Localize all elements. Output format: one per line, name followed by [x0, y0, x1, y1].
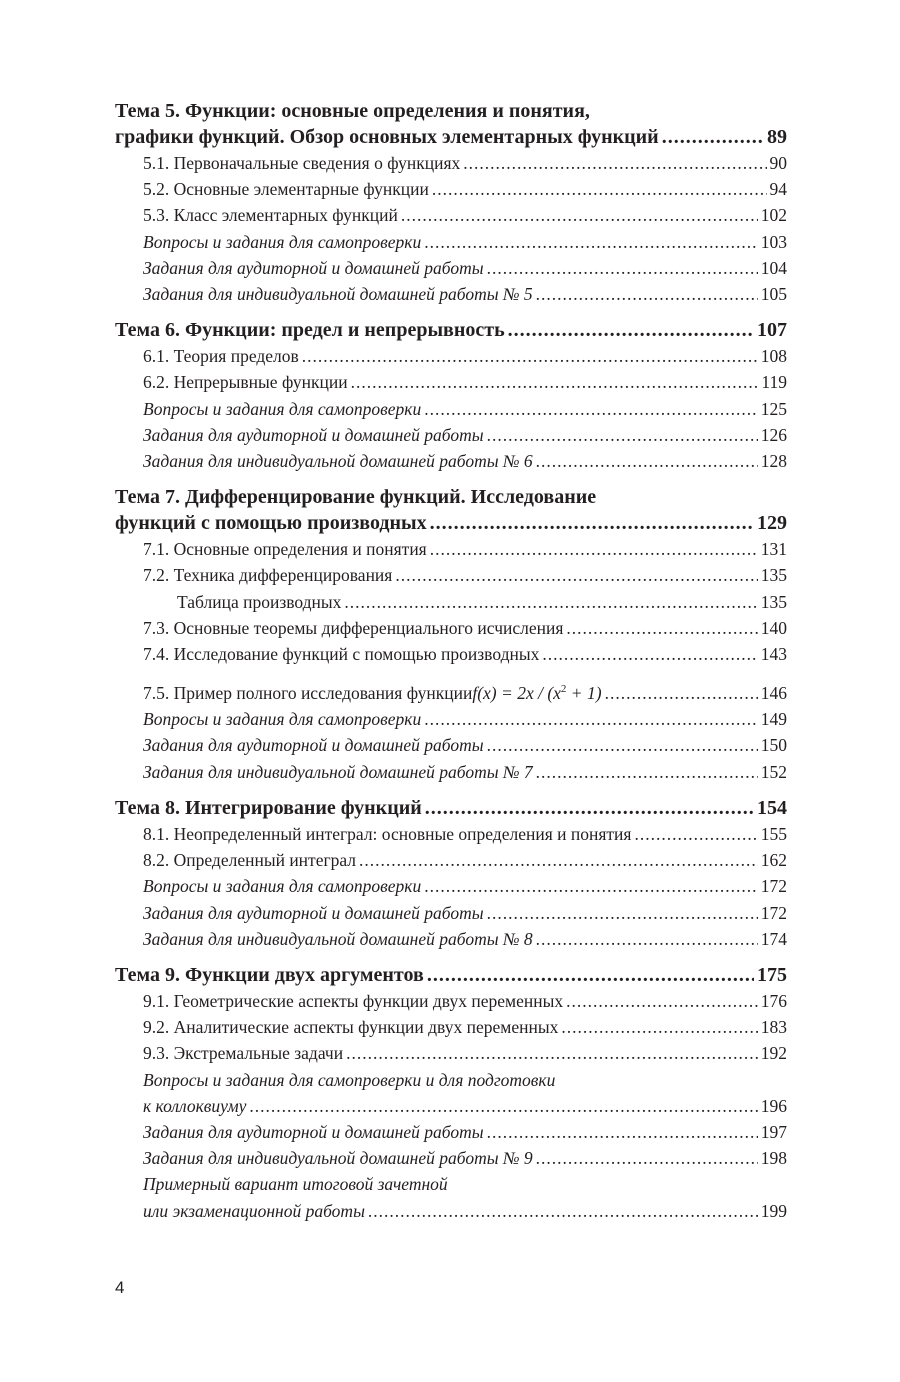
entry-line: [115, 1171, 787, 1197]
dot-leader: [634, 821, 757, 847]
toc-entry[interactable]: [115, 732, 787, 758]
dot-leader: [561, 1014, 757, 1040]
dot-leader: [344, 589, 757, 615]
dot-leader: [368, 1198, 758, 1224]
entry-page: 199: [760, 1200, 787, 1221]
entry-title: 7.1. Основные определения и понятия: [143, 539, 427, 560]
entry-page: 146: [760, 683, 787, 704]
entry-title: 9.1. Геометрические аспекты функции двух переменных: [143, 990, 564, 1011]
entry-title: Вопросы и задания для самопроверки и для подготовки: [143, 1069, 556, 1090]
dot-leader: [425, 795, 754, 821]
entry-page: 135: [760, 565, 787, 586]
entry-page: 140: [760, 617, 787, 638]
dot-leader: [302, 343, 758, 369]
entry-title: Задания для индивидуальной домашней работы № 9: [143, 1148, 533, 1169]
toc-entry[interactable]: [115, 150, 787, 176]
entry-page: 162: [760, 850, 787, 871]
entry-title: 7.3. Основные теоремы дифференциального исчисления: [143, 617, 564, 638]
dot-leader: [427, 962, 754, 988]
formula-part: f(x) = 2x / (x: [472, 683, 561, 704]
toc-entry[interactable]: [115, 396, 787, 422]
entry-title: Задания для индивидуальной домашней работы № 5: [143, 284, 533, 305]
section-title: Тема 9. Функции двух аргументов: [115, 963, 424, 986]
entry-title: 6.1. Теория пределов: [143, 346, 299, 367]
section-title: функций с помощью производных: [115, 512, 427, 535]
toc-entry[interactable]: [115, 641, 787, 667]
toc-entry[interactable]: [115, 1198, 787, 1224]
entry-title: 8.2. Определенный интеграл: [143, 850, 357, 871]
toc-entry[interactable]: [115, 229, 787, 255]
toc-entry[interactable]: [115, 926, 787, 952]
dot-leader: [249, 1093, 757, 1119]
dot-leader: [566, 615, 757, 641]
entry-page: 152: [760, 761, 787, 782]
section-page: 175: [757, 963, 787, 986]
section-title: Тема 8. Интегрирование функций: [115, 796, 422, 819]
section-page: 129: [757, 512, 787, 535]
toc-entry[interactable]: [115, 281, 787, 307]
section-title-line: Тема 5. Функции: основные определения и понятия,: [115, 100, 590, 122]
section-heading[interactable]: [115, 317, 787, 343]
entry-title: Задания для аудиторной и домашней работы: [143, 735, 484, 756]
entry-page: 135: [760, 591, 787, 612]
entry-title: 7.4. Исследование функций с помощью производных: [143, 644, 540, 665]
entry-title: 5.1. Первоначальные сведения о функциях: [143, 153, 461, 173]
toc-entry[interactable]: [115, 873, 787, 899]
dot-leader: [605, 680, 758, 706]
dot-leader: [430, 536, 758, 562]
entry-title: 9.2. Аналитические аспекты функции двух переменных: [143, 1017, 559, 1038]
dot-leader: [487, 900, 758, 926]
dot-leader: [662, 124, 764, 150]
table-of-contents: [115, 98, 787, 1234]
toc-section: [115, 795, 787, 952]
dot-leader: [542, 641, 757, 667]
section-page: 89: [767, 126, 787, 148]
dot-leader: [487, 422, 758, 448]
formula: [472, 676, 601, 706]
formula-exponent: 2: [560, 683, 567, 696]
dot-leader: [424, 873, 758, 899]
entry-page: 94: [769, 179, 787, 200]
entry-title: 9.3. Экстремальные задачи: [143, 1043, 344, 1064]
dot-leader: [359, 847, 758, 873]
dot-leader: [487, 732, 758, 758]
entry-title: Задания для аудиторной и домашней работы: [143, 1121, 484, 1142]
entry-page: 172: [760, 902, 787, 923]
entry-page: 119: [761, 372, 787, 393]
dot-leader: [424, 706, 758, 732]
toc-entry[interactable]: [115, 900, 787, 926]
section-page: 107: [757, 319, 787, 342]
toc-section: [115, 484, 787, 785]
entry-title: 5.3. Класс элементарных функций: [143, 205, 398, 226]
entry-title: Задания для индивидуальной домашней работы № 6: [143, 451, 533, 472]
toc-section: [115, 317, 787, 474]
dot-leader: [351, 369, 759, 395]
entry-title: 8.1. Неопределенный интеграл: основные определения и понятия: [143, 823, 632, 844]
entry-page: 126: [760, 424, 787, 445]
page-number: 4: [115, 1278, 125, 1297]
entry-page: 131: [760, 539, 787, 560]
section-page: 154: [757, 796, 787, 819]
toc-entry[interactable]: [115, 422, 787, 448]
toc-entry[interactable]: [115, 988, 787, 1014]
section-heading[interactable]: [115, 124, 787, 150]
entry-title: 6.2. Непрерывные функции: [143, 372, 348, 393]
dot-leader: [536, 926, 758, 952]
entry-title: Задания для аудиторной и домашней работы: [143, 902, 484, 923]
toc-entry[interactable]: [115, 343, 787, 369]
section-heading[interactable]: [115, 510, 787, 536]
entry-page: 125: [760, 398, 787, 419]
entry-page: 143: [760, 644, 787, 665]
toc-entry[interactable]: [115, 1119, 787, 1145]
entry-title: 5.2. Основные элементарные функции: [143, 179, 429, 200]
section-heading[interactable]: [115, 795, 787, 821]
entry-page: 104: [760, 257, 787, 278]
toc-entry[interactable]: [115, 448, 787, 474]
entry-title: 7.2. Техника дифференцирования: [143, 565, 393, 586]
dot-leader: [401, 202, 758, 228]
entry-page: 150: [760, 735, 787, 756]
entry-title: Таблица производных: [177, 591, 342, 612]
entry-title: Вопросы и задания для самопроверки: [143, 398, 422, 419]
entry-title: Вопросы и задания для самопроверки: [143, 231, 422, 252]
dot-leader: [566, 988, 758, 1014]
entry-title: 7.5. Пример полного исследования функции: [143, 683, 473, 704]
dot-leader: [487, 1119, 758, 1145]
dot-leader: [346, 1040, 758, 1066]
dot-leader: [432, 176, 767, 202]
section-title: графики функций. Обзор основных элементарных функций: [115, 126, 659, 148]
entry-title: Вопросы и задания для самопроверки: [143, 709, 422, 730]
toc-entry[interactable]: [115, 255, 787, 281]
toc-entry[interactable]: [115, 562, 787, 588]
dot-leader: [536, 1145, 758, 1171]
entry-title: Задания для индивидуальной домашней работы № 8: [143, 928, 533, 949]
entry-title: к коллоквиуму: [143, 1095, 247, 1116]
section-title: Тема 6. Функции: предел и непрерывность: [115, 319, 505, 342]
dot-leader: [508, 317, 754, 343]
toc-entry[interactable]: [115, 1145, 787, 1171]
entry-page: 105: [760, 284, 787, 305]
toc-entry[interactable]: [115, 176, 787, 202]
toc-entry[interactable]: [115, 847, 787, 873]
dot-leader: [424, 396, 758, 422]
entry-title: или экзаменационной работы: [143, 1200, 365, 1221]
entry-page: 103: [760, 231, 787, 252]
entry-page: 183: [760, 1017, 787, 1038]
entry-page: 192: [760, 1043, 787, 1064]
toc-entry[interactable]: [115, 1093, 787, 1119]
toc-entry[interactable]: [115, 589, 787, 615]
section-title-line: Тема 7. Дифференцирование функций. Исследование: [115, 486, 597, 509]
formula-part: + 1): [566, 683, 602, 704]
entry-title: Задания для индивидуальной домашней работы № 7: [143, 761, 533, 782]
entry-page: 128: [760, 451, 787, 472]
entry-page: 196: [760, 1095, 787, 1116]
toc-entry[interactable]: [115, 759, 787, 785]
toc-section: [115, 962, 787, 1224]
entry-page: 197: [760, 1121, 787, 1142]
entry-page: 176: [760, 990, 787, 1011]
entry-line: [115, 1067, 787, 1093]
toc-entry[interactable]: [115, 615, 787, 641]
entry-page: 172: [760, 876, 787, 897]
dot-leader: [536, 281, 758, 307]
toc-entry[interactable]: [115, 821, 787, 847]
dot-leader: [430, 510, 754, 536]
dot-leader: [536, 448, 758, 474]
dot-leader: [536, 759, 758, 785]
toc-entry[interactable]: [115, 706, 787, 732]
entry-page: 155: [760, 823, 787, 844]
dot-leader: [487, 255, 758, 281]
dot-leader: [424, 229, 758, 255]
toc-section: [115, 98, 787, 307]
entry-page: 174: [760, 928, 787, 949]
toc-entry[interactable]: [115, 1040, 787, 1066]
entry-page: 149: [760, 709, 787, 730]
section-heading[interactable]: [115, 962, 787, 988]
dot-leader: [463, 150, 766, 176]
entry-page: 90: [769, 153, 787, 173]
entry-title: Вопросы и задания для самопроверки: [143, 876, 422, 897]
toc-entry[interactable]: [115, 1014, 787, 1040]
toc-entry[interactable]: [115, 676, 787, 706]
entry-title: Примерный вариант итоговой зачетной: [143, 1174, 448, 1195]
toc-entry[interactable]: [115, 536, 787, 562]
entry-page: 102: [760, 205, 787, 226]
toc-entry[interactable]: [115, 202, 787, 228]
entry-page: 108: [760, 346, 787, 367]
dot-leader: [395, 562, 757, 588]
entry-title: Задания для аудиторной и домашней работы: [143, 424, 484, 445]
entry-title: Задания для аудиторной и домашней работы: [143, 257, 484, 278]
toc-entry[interactable]: [115, 369, 787, 395]
entry-page: 198: [760, 1148, 787, 1169]
